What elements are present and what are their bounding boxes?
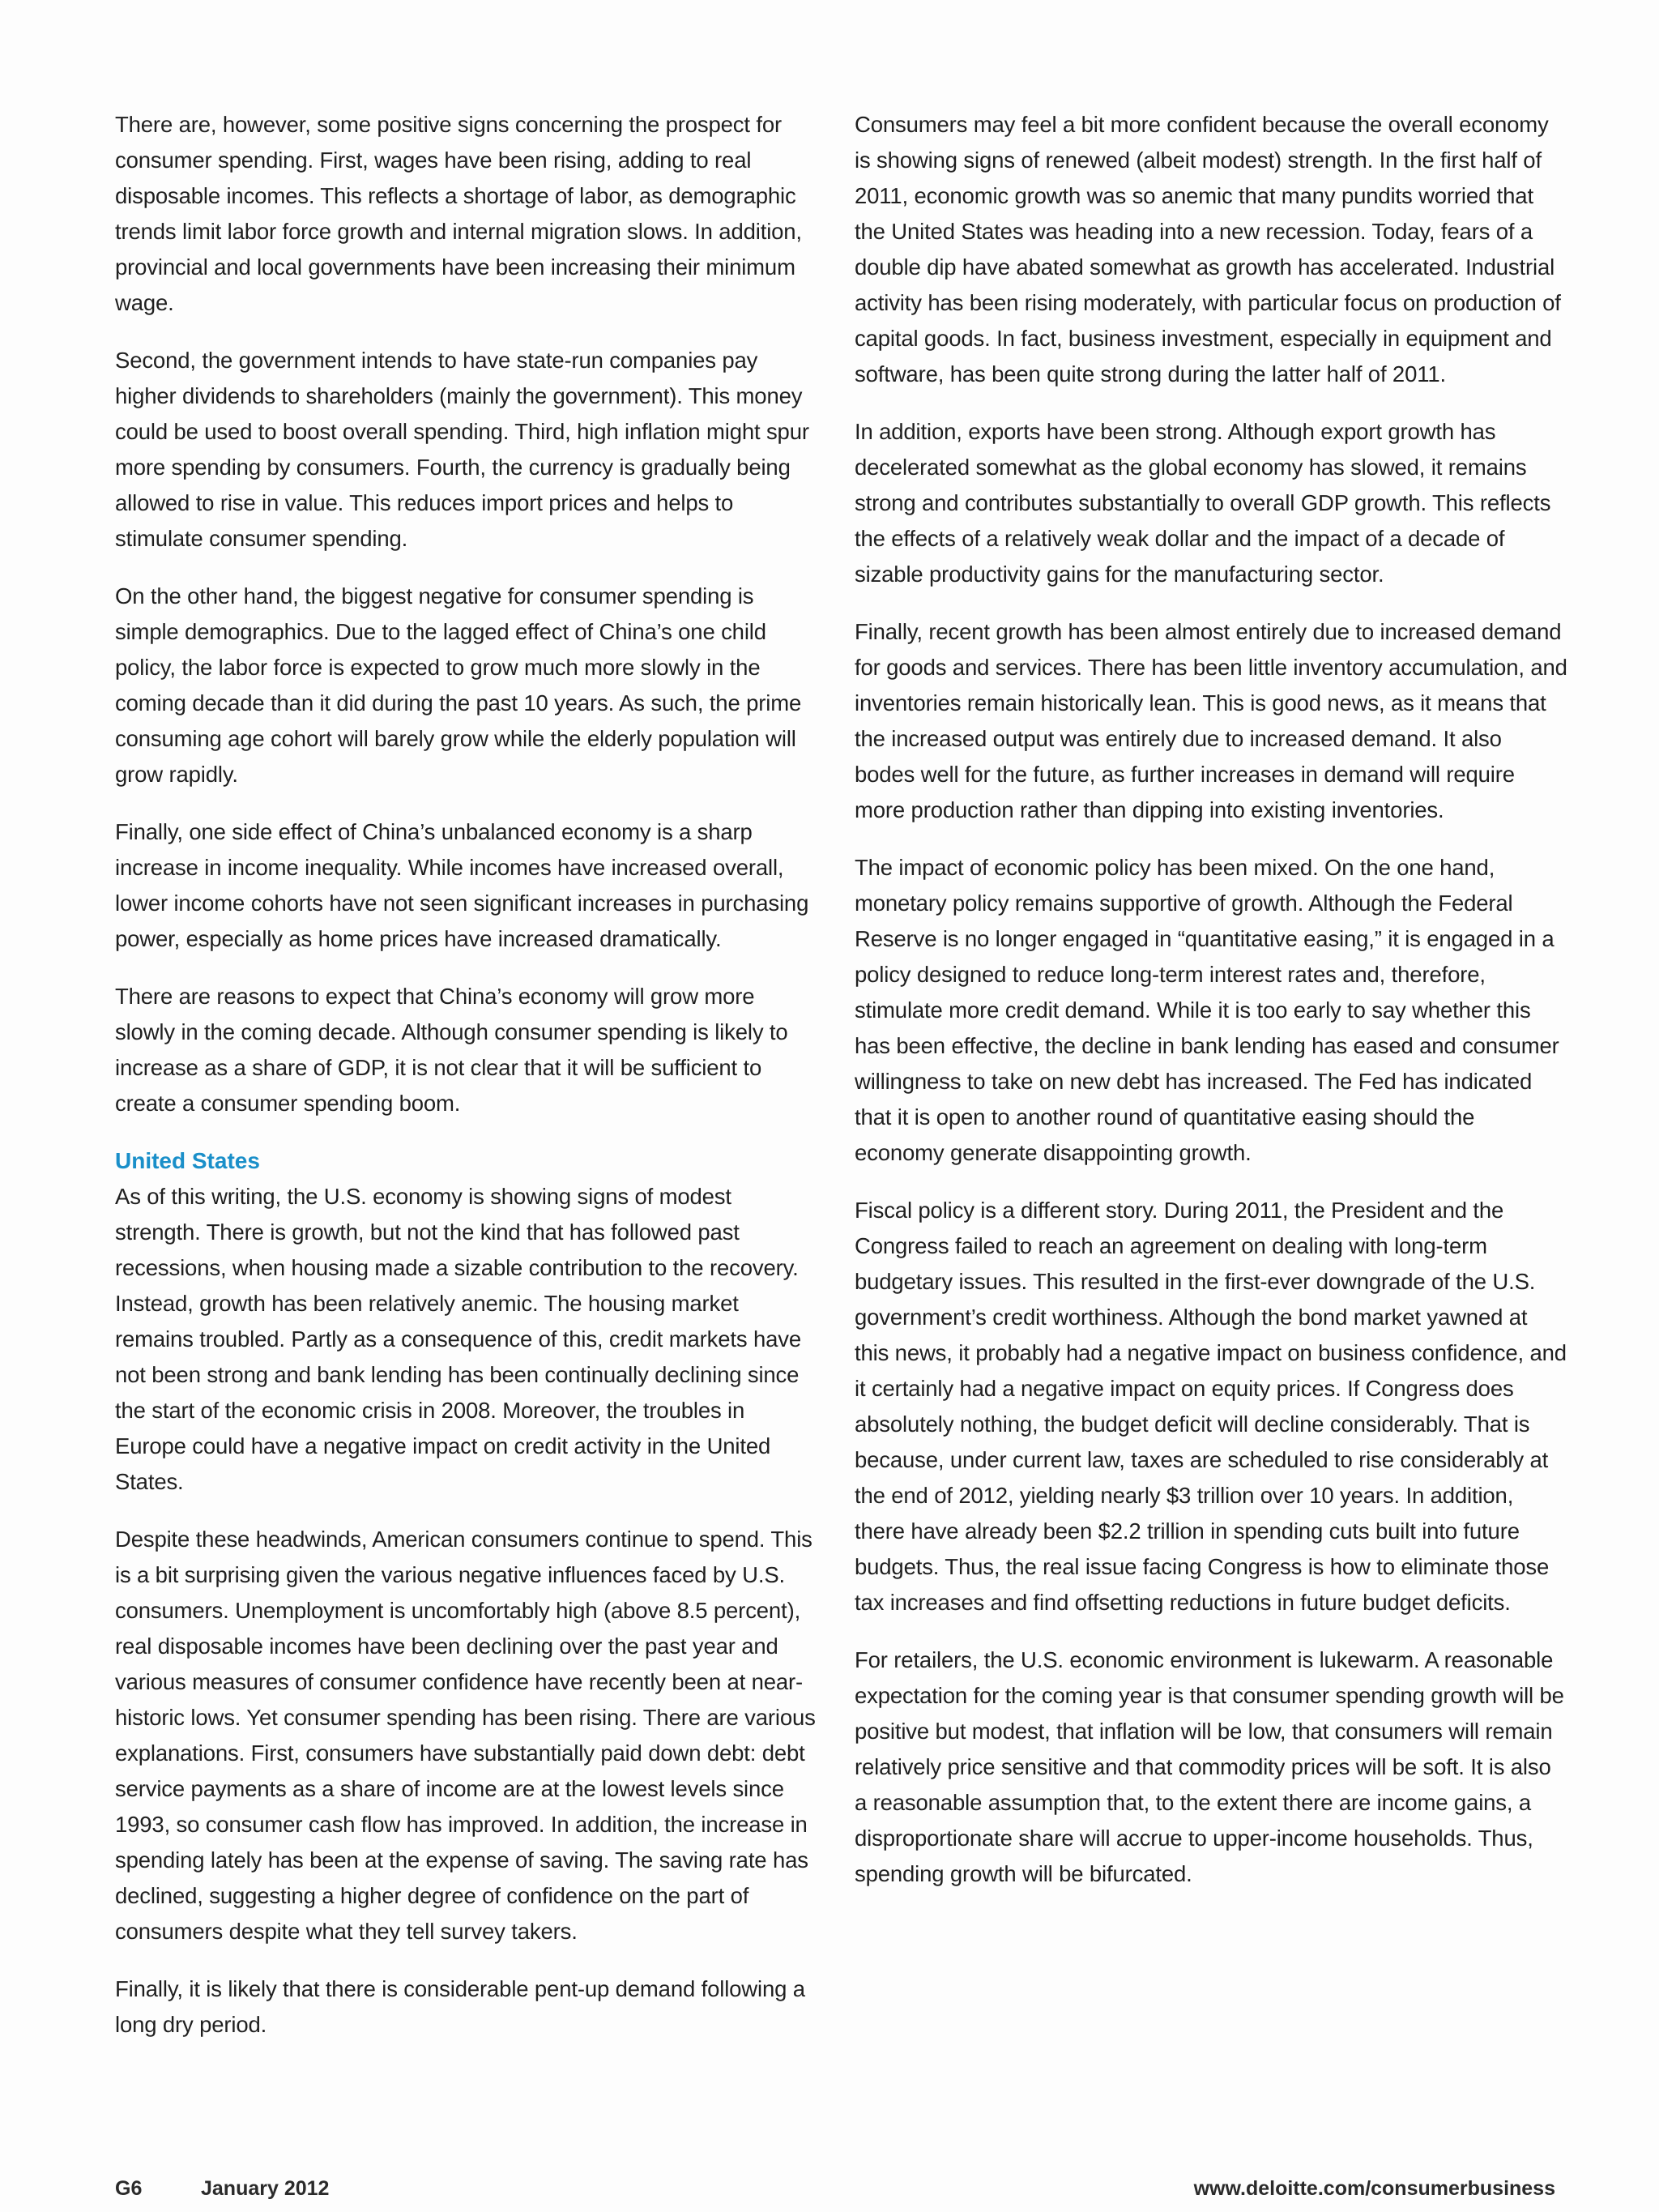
publication-date: January 2012 — [201, 2177, 330, 2200]
body-paragraph: Finally, it is likely that there is considerable pent-up demand following a long dry period. — [115, 1976, 805, 2037]
body-paragraph: Fiscal policy is a different story. During 2011, the President and the Congress failed to reach an agreement on dealing with long-term budgetary issues. This resulted in the first-ever downgrade of the U.S. government’s credit worthiness. Although the bond market yawned at this news, it probably had a negative impact on business confidence, and it certainly had a negative impact on equity prices. If Congress does absolutely nothing, the budget deficit will decline considerably. That is because, under current law, taxes are scheduled to rise considerably at the end of 2012, yielding nearly $3 trillion over 10 years. In addition, there have already been $2.2 trillion in spending cuts built into future budgets. Thus, the real issue facing Congress is how to eliminate those tax increases and find offsetting reductions in future budget deficits. — [855, 1198, 1567, 1615]
body-paragraph: Finally, recent growth has been almost entirely due to increased demand for goods and services. There has been little inventory accumulation, and inventories remain historically lean. This is good news, as it means that the increased output was entirely due to increased demand. It also bodes well for the future, as further increases in demand will require more production rather than dipping into existing inventories. — [855, 619, 1567, 822]
body-paragraph: Finally, one side effect of China’s unbalanced economy is a sharp increase in income inequality. While incomes have increased overall, lower income cohorts have not seen significant increases in purchasing power, especially as home prices have increased dramatically. — [115, 819, 809, 951]
website-link[interactable]: www.deloitte.com/consumerbusiness — [1193, 2177, 1555, 2200]
left-column — [115, 107, 818, 2065]
body-paragraph: The impact of economic policy has been mixed. On the one hand, monetary policy remains supportive of growth. Although the Federal Reserve is no longer engaged in “quantitative easing,” it is engaged in a policy designed to reduce long-term interest rates and, therefore, stimulate more credit demand. While it is too early to say whether this has been effective, the decline in bank lending has eased and consumer willingness to take on new debt has increased. The Fed has indicated that it is open to another round of quantitative easing should the economy generate disappointing growth. — [855, 855, 1559, 1165]
section-heading-united-states: United States — [115, 1148, 260, 1173]
body-paragraph: Second, the government intends to have state-run companies pay higher dividends to shareholders (mainly the government). This money could be used to boost overall spending. Third, high inflation might spur more spending by consumers. Fourth, the currency is gradually being allowed to rise in value. This reduces import prices and helps to stimulate consumer spending. — [115, 348, 809, 551]
body-paragraph: On the other hand, the biggest negative for consumer spending is simple demographics. Due to the lagged effect of China’s one child policy, the labor force is expected to grow much more slowly in the coming decade than it did during the past 10 years. As such, the prime consuming age cohort will barely grow while the elderly population will grow rapidly. — [115, 583, 802, 787]
body-paragraph: Despite these headwinds, American consumers continue to spend. This is a bit surprising given the various negative influences faced by U.S. consumers. Unemployment is uncomfortably high (above 8.5 percent), real disposable incomes have been declining over the past year and various measures of consumer confidence have recently been at near-historic lows. Yet consumer spending has been rising. There are various explanations. First, consumers have substantially paid down debt: debt service payments as a share of income are at the lowest levels since 1993, so consumer cash flow has improved. In addition, the increase in spending lately has been at the expense of saving. The saving rate has declined, suggesting a higher degree of confidence on the part of consumers despite what they tell survey takers. — [115, 1527, 816, 1944]
body-paragraph: As of this writing, the U.S. economy is showing signs of modest strength. There is growth, but not the kind that has followed past recessions, when housing made a sizable contribution to the recovery. Instead, growth has been relatively anemic. The housing market remains troubled. Partly as a consequence of this, credit markets have not been strong and bank lending has been continually declining since the start of the economic crisis in 2008. Moreover, the troubles in Europe could have a negative impact on credit activity in the United States. — [115, 1184, 802, 1494]
right-column — [855, 107, 1567, 1914]
body-paragraph: There are, however, some positive signs concerning the prospect for consumer spending. First, wages have been rising, adding to real disposable incomes. This reflects a shortage of labor, as demographic trends limit labor force growth and internal migration slows. In addition, provincial and local governments have been increasing their minimum wage. — [115, 112, 802, 315]
body-paragraph: There are reasons to expect that China’s economy will grow more slowly in the coming decade. Although consumer spending is likely to increase as a share of GDP, it is not clear that it will be sufficient to create a consumer spending boom. — [115, 984, 788, 1116]
body-paragraph: For retailers, the U.S. economic environment is lukewarm. A reasonable expectation for the coming year is that consumer spending growth will be positive but modest, that inflation will be low, that consumers will remain relatively price sensitive and that commodity prices will be soft. It is also a reasonable assumption that, to the extent there are income gains, a disproportionate share will accrue to upper-income households. Thus, spending growth will be bifurcated. — [855, 1647, 1564, 1886]
body-paragraph: In addition, exports have been strong. Although export growth has decelerated somewhat as the global economy has slowed, it remains strong and contributes substantially to overall GDP growth. This reflects the effects of a relatively weak dollar and the impact of a decade of sizable productivity gains for the manufacturing sector. — [855, 419, 1551, 587]
body-paragraph: Consumers may feel a bit more confident because the overall economy is showing signs of renewed (albeit modest) strength. In the first half of 2011, economic growth was so anemic that many pundits worried that the United States was heading into a new recession. Today, fears of a double dip have abated somewhat as growth has accelerated. Industrial activity has been rising moderately, with particular focus on production of capital goods. In fact, business investment, especially in equipment and software, has been quite strong during the latter half of 2011. — [855, 112, 1561, 386]
page-number: G6 — [115, 2177, 143, 2200]
